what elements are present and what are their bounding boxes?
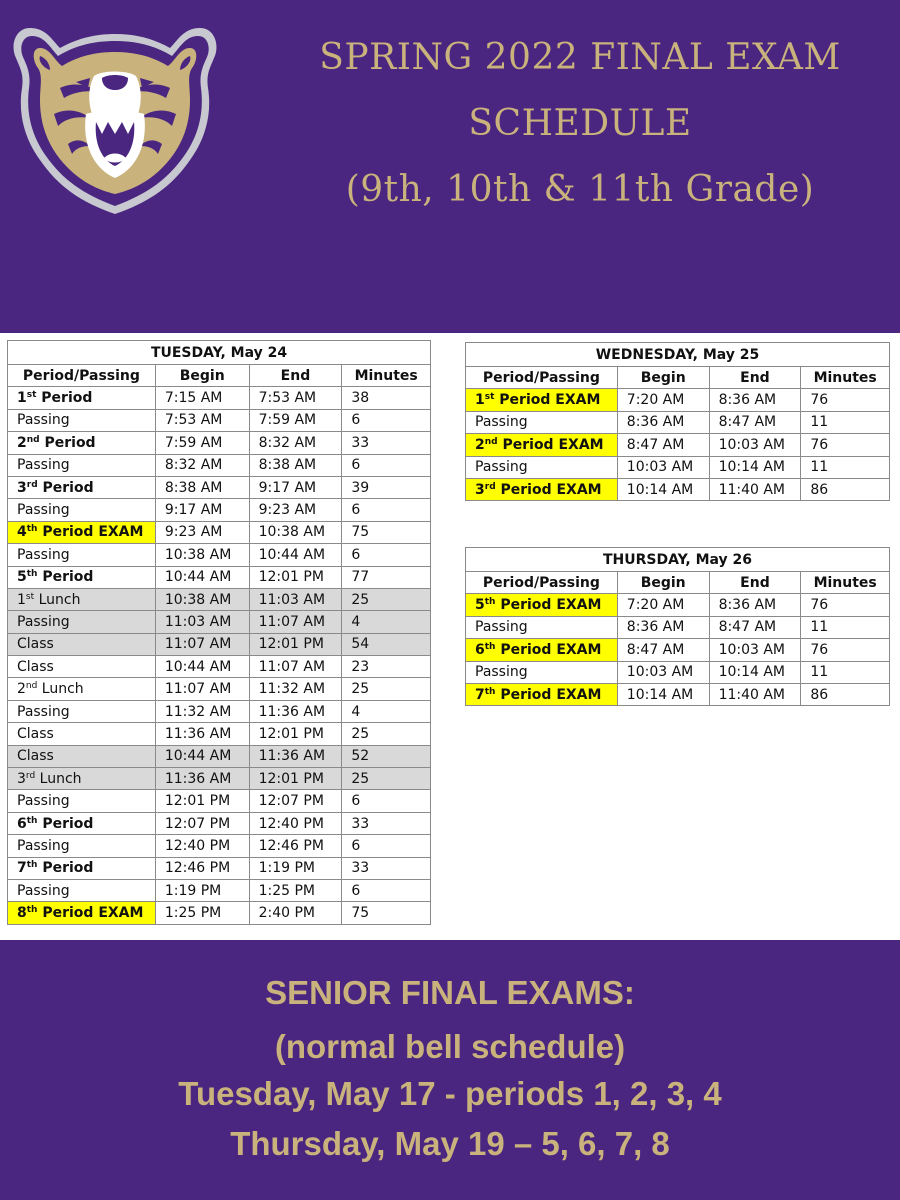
end-time-cell: 10:14 AM [709,661,801,683]
end-time-cell: 11:40 AM [709,683,801,705]
table-row [466,389,890,411]
table-row [8,857,431,879]
period-label: Period EXAM [497,436,604,453]
minutes-cell: 54 [342,633,431,655]
period-cell [8,633,156,655]
period-label: Period EXAM [495,686,602,703]
period-label: Passing [17,837,70,854]
minutes-cell: 75 [342,902,431,924]
begin-time-cell: 11:36 AM [155,768,249,790]
period-label: Passing [17,613,70,630]
period-number: 5 [17,569,27,586]
period-label: Period [39,434,96,451]
table-row [8,566,431,588]
period-label: Lunch [37,681,84,698]
period-cell [8,656,156,678]
begin-time-cell: 1:19 PM [155,879,249,901]
column-header: Minutes [342,365,431,387]
period-number: 2 [17,434,27,451]
begin-time-cell: 8:47 AM [617,434,709,456]
period-number: 2 [17,681,26,698]
begin-time-cell: 8:36 AM [617,411,709,433]
minutes-cell: 11 [801,456,890,478]
end-time-cell: 12:01 PM [249,723,342,745]
end-time-cell: 8:36 AM [709,594,801,616]
period-label: Class [17,725,54,742]
begin-time-cell: 9:17 AM [155,499,249,521]
begin-time-cell: 11:07 AM [155,633,249,655]
period-number: 6 [17,815,27,832]
period-cell [8,700,156,722]
footer-heading: SENIOR FINAL EXAMS: [265,974,635,1011]
table-row [8,387,431,409]
minutes-cell: 38 [342,387,431,409]
begin-time-cell: 7:53 AM [155,409,249,431]
ordinal-suffix: nd [26,434,40,445]
period-label: Class [17,636,54,653]
period-cell [8,857,156,879]
period-cell [8,521,156,543]
period-label: Passing [475,414,528,431]
begin-time-cell: 10:44 AM [155,656,249,678]
end-time-cell: 10:03 AM [709,639,801,661]
period-cell [466,434,618,456]
period-cell [8,835,156,857]
table-row [466,616,890,638]
table-row [466,434,890,456]
title-line-2: SCHEDULE [468,103,692,144]
footer-subheading: (normal bell schedule) [274,1028,626,1065]
begin-time-cell: 12:46 PM [155,857,249,879]
minutes-cell: 52 [342,745,431,767]
period-label: Period [37,569,94,586]
end-time-cell: 11:03 AM [249,588,342,610]
table-row [466,594,890,616]
table-row [8,454,431,476]
table-row [466,661,890,683]
header-banner [0,0,900,333]
table-row [8,409,431,431]
minutes-cell: 6 [342,544,431,566]
end-time-cell: 11:36 AM [249,700,342,722]
minutes-cell: 76 [801,594,890,616]
column-header: Minutes [801,367,890,389]
table-row [8,633,431,655]
end-time-cell: 1:19 PM [249,857,342,879]
period-label: Period EXAM [495,641,602,658]
end-time-cell: 12:01 PM [249,566,342,588]
ordinal-suffix: th [484,686,496,697]
period-cell [8,745,156,767]
period-cell [8,387,156,409]
period-label: Passing [17,502,70,519]
period-cell [8,723,156,745]
end-time-cell: 12:01 PM [249,768,342,790]
minutes-cell: 75 [342,521,431,543]
minutes-cell: 33 [342,857,431,879]
table-row [466,411,890,433]
bear-mascot-logo [10,18,220,218]
period-label: Period EXAM [495,481,602,498]
minutes-cell: 39 [342,476,431,498]
ordinal-suffix: th [26,905,38,916]
minutes-cell: 6 [342,499,431,521]
period-label: Passing [17,793,70,810]
minutes-cell: 6 [342,790,431,812]
table-row [466,683,890,705]
end-time-cell: 8:47 AM [709,411,801,433]
period-label: Period EXAM [37,905,144,922]
end-time-cell: 10:03 AM [709,434,801,456]
period-label: Period [37,479,94,496]
ordinal-suffix: nd [484,436,498,447]
end-time-cell: 10:14 AM [709,456,801,478]
period-number: 1 [17,591,26,608]
begin-time-cell: 10:44 AM [155,745,249,767]
begin-time-cell: 8:36 AM [617,616,709,638]
period-label: Passing [475,664,528,681]
minutes-cell: 86 [801,683,890,705]
minutes-cell: 11 [801,411,890,433]
period-cell [8,566,156,588]
footer-thursday-line: Thursday, May 19 – 5, 6, 7, 8 [230,1125,670,1162]
period-cell [8,902,156,924]
period-label: Passing [17,546,70,563]
column-header: End [709,367,801,389]
begin-time-cell: 7:15 AM [155,387,249,409]
minutes-cell: 11 [801,661,890,683]
end-time-cell: 12:07 PM [249,790,342,812]
minutes-cell: 77 [342,566,431,588]
page-title [270,30,890,218]
end-time-cell: 10:38 AM [249,521,342,543]
begin-time-cell: 11:36 AM [155,723,249,745]
table-row [8,521,431,543]
column-header: Period/Passing [466,367,618,389]
period-cell [466,683,618,705]
period-label: Passing [17,882,70,899]
table-caption: THURSDAY, May 26 [466,548,890,572]
ordinal-suffix: rd [25,770,36,781]
period-number: 1 [475,392,485,409]
end-time-cell: 2:40 PM [249,902,342,924]
begin-time-cell: 7:20 AM [617,594,709,616]
begin-time-cell: 10:14 AM [617,478,709,500]
begin-time-cell: 10:38 AM [155,588,249,610]
period-cell [466,456,618,478]
period-cell [8,588,156,610]
period-label: Period EXAM [495,597,602,614]
column-header: Begin [155,365,249,387]
begin-time-cell: 10:03 AM [617,456,709,478]
period-cell [8,476,156,498]
end-time-cell: 12:46 PM [249,835,342,857]
end-time-cell: 1:25 PM [249,879,342,901]
table-row [8,678,431,700]
minutes-cell: 25 [342,678,431,700]
table-row [8,656,431,678]
period-cell [8,499,156,521]
minutes-cell: 6 [342,879,431,901]
minutes-cell: 4 [342,700,431,722]
begin-time-cell: 10:14 AM [617,683,709,705]
table-row [8,745,431,767]
end-time-cell: 7:59 AM [249,409,342,431]
period-number: 1 [17,390,27,407]
period-cell [466,616,618,638]
period-number: 8 [17,905,27,922]
period-cell [8,812,156,834]
period-label: Class [17,748,54,765]
period-number: 4 [17,524,27,541]
minutes-cell: 86 [801,478,890,500]
table-row [466,456,890,478]
table-row [8,476,431,498]
begin-time-cell: 12:01 PM [155,790,249,812]
ordinal-suffix: nd [25,681,38,692]
table-caption: WEDNESDAY, May 25 [466,343,890,367]
period-number: 3 [17,770,26,787]
column-header: Minutes [801,572,890,594]
column-header: Period/Passing [8,365,156,387]
title-line-3: (9th, 10th & 11th Grade) [345,169,815,210]
table-row [8,835,431,857]
period-number: 7 [17,860,27,877]
table-row [8,768,431,790]
begin-time-cell: 8:32 AM [155,454,249,476]
table-row [8,902,431,924]
begin-time-cell: 1:25 PM [155,902,249,924]
period-label: Passing [17,457,70,474]
period-cell [466,478,618,500]
end-time-cell: 8:38 AM [249,454,342,476]
begin-time-cell: 7:20 AM [617,389,709,411]
period-cell [8,879,156,901]
table-row [8,723,431,745]
minutes-cell: 33 [342,812,431,834]
table-row [466,478,890,500]
end-time-cell: 8:32 AM [249,432,342,454]
end-time-cell: 8:47 AM [709,616,801,638]
minutes-cell: 6 [342,835,431,857]
period-cell [8,768,156,790]
begin-time-cell: 10:44 AM [155,566,249,588]
table-row [8,812,431,834]
period-cell [8,409,156,431]
footer-tuesday-line: Tuesday, May 17 - periods 1, 2, 3, 4 [178,1075,722,1112]
column-header: Begin [617,367,709,389]
minutes-cell: 11 [801,616,890,638]
title-line-1: SPRING 2022 FINAL EXAM [319,37,841,78]
period-cell [8,544,156,566]
period-label: Passing [17,703,70,720]
minutes-cell: 76 [801,434,890,456]
begin-time-cell: 8:38 AM [155,476,249,498]
period-number: 5 [475,597,485,614]
begin-time-cell: 11:07 AM [155,678,249,700]
ordinal-suffix: th [26,524,38,535]
begin-time-cell: 11:32 AM [155,700,249,722]
ordinal-suffix: th [26,569,38,580]
table-header-row [466,572,890,594]
end-time-cell: 12:40 PM [249,812,342,834]
column-header: Begin [617,572,709,594]
period-cell [8,454,156,476]
table-row [8,499,431,521]
minutes-cell: 76 [801,389,890,411]
period-label: Period [37,860,94,877]
period-cell [466,411,618,433]
end-time-cell: 7:53 AM [249,387,342,409]
period-label: Passing [475,619,528,636]
period-cell [8,790,156,812]
column-header: End [249,365,342,387]
period-number: 7 [475,686,485,703]
end-time-cell: 12:01 PM [249,633,342,655]
ordinal-suffix: rd [484,481,496,492]
minutes-cell: 25 [342,588,431,610]
begin-time-cell: 12:07 PM [155,812,249,834]
table-header-row [8,365,431,387]
table-row [8,544,431,566]
ordinal-suffix: st [25,591,35,602]
ordinal-suffix: st [26,390,37,401]
period-cell [466,594,618,616]
ordinal-suffix: th [26,860,38,871]
period-label: Period EXAM [37,524,144,541]
period-label: Period [36,390,93,407]
ordinal-suffix: th [484,641,496,652]
table-header-row [466,367,890,389]
minutes-cell: 25 [342,768,431,790]
table-row [8,611,431,633]
period-number: 3 [17,479,27,496]
table-row [466,639,890,661]
ordinal-suffix: th [26,815,38,826]
period-cell [8,678,156,700]
minutes-cell: 76 [801,639,890,661]
period-label: Period [37,815,94,832]
end-time-cell: 9:23 AM [249,499,342,521]
period-number: 2 [475,436,485,453]
period-number: 3 [475,481,485,498]
senior-exams-footer [0,940,900,1200]
ordinal-suffix: rd [26,479,38,490]
table-row [8,879,431,901]
table-row [8,432,431,454]
minutes-cell: 23 [342,656,431,678]
ordinal-suffix: th [484,597,496,608]
end-time-cell: 9:17 AM [249,476,342,498]
minutes-cell: 33 [342,432,431,454]
period-number: 6 [475,641,485,658]
thursday-schedule-table [465,547,890,706]
end-time-cell: 11:40 AM [709,478,801,500]
period-label: Lunch [34,591,81,608]
period-label: Period EXAM [494,392,601,409]
begin-time-cell: 8:47 AM [617,639,709,661]
column-header: End [709,572,801,594]
table-row [8,700,431,722]
period-cell [466,389,618,411]
begin-time-cell: 10:03 AM [617,661,709,683]
column-header: Period/Passing [466,572,618,594]
table-row [8,790,431,812]
table-row [8,588,431,610]
wednesday-schedule-table [465,342,890,501]
minutes-cell: 6 [342,409,431,431]
period-cell [466,639,618,661]
end-time-cell: 11:36 AM [249,745,342,767]
begin-time-cell: 11:03 AM [155,611,249,633]
period-label: Lunch [35,770,82,787]
begin-time-cell: 7:59 AM [155,432,249,454]
table-caption: TUESDAY, May 24 [8,341,431,365]
period-label: Class [17,658,54,675]
period-cell [8,432,156,454]
period-cell [8,611,156,633]
end-time-cell: 8:36 AM [709,389,801,411]
end-time-cell: 10:44 AM [249,544,342,566]
minutes-cell: 4 [342,611,431,633]
end-time-cell: 11:32 AM [249,678,342,700]
begin-time-cell: 9:23 AM [155,521,249,543]
end-time-cell: 11:07 AM [249,656,342,678]
minutes-cell: 25 [342,723,431,745]
period-label: Passing [17,412,70,429]
begin-time-cell: 12:40 PM [155,835,249,857]
ordinal-suffix: st [484,392,495,403]
tuesday-schedule-table [7,340,431,925]
begin-time-cell: 10:38 AM [155,544,249,566]
period-cell [466,661,618,683]
end-time-cell: 11:07 AM [249,611,342,633]
minutes-cell: 6 [342,454,431,476]
period-label: Passing [475,459,528,476]
